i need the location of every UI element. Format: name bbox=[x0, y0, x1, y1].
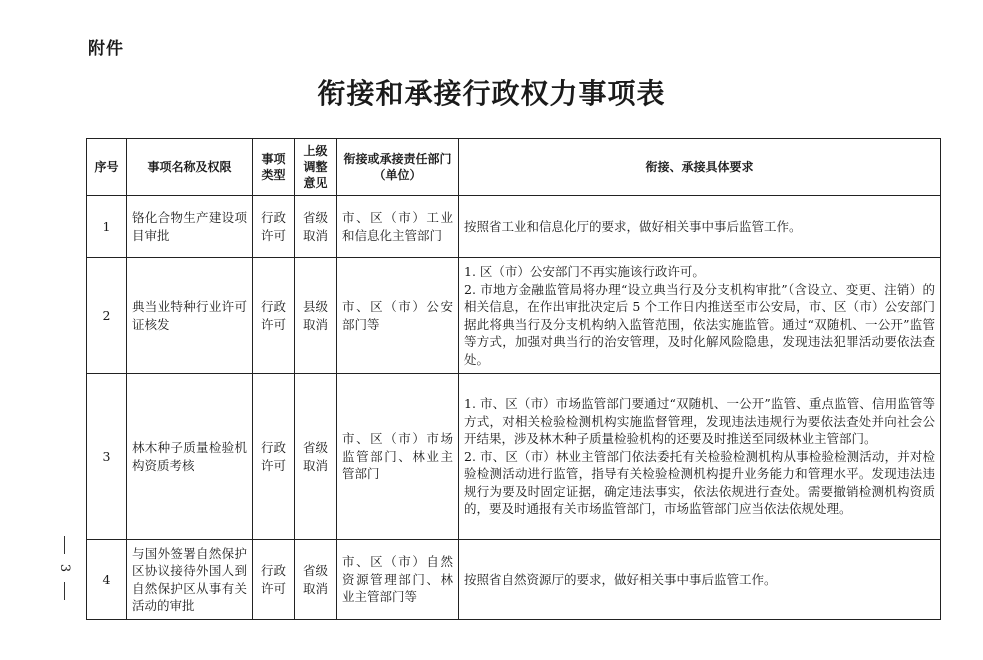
power-items-table bbox=[86, 138, 941, 620]
header-requirements: 衔接、承接具体要求 bbox=[459, 139, 941, 196]
cell-requirements bbox=[459, 258, 941, 374]
cell-dept: 市、区（市）公安部门等 bbox=[337, 258, 459, 374]
requirement-paragraph: 1. 市、区（市）市场监管部门要通过“双随机、一公开”监管、重点监管、信用监管等方式，对相关检验检测机构实施监督管理，发现违法违规行为要依法查处并向社会公开结果，涉及林木种子质量检验机构的还要及时推送至同级林业主管部门。 bbox=[464, 396, 935, 447]
header-name: 事项名称及权限 bbox=[127, 139, 253, 196]
header-no: 序号 bbox=[87, 139, 127, 196]
cell-dept: 市、区（市）自然资源管理部门、林业主管部门等 bbox=[337, 540, 459, 620]
page-number-dash-top bbox=[64, 536, 65, 554]
cell-opinion: 省级取消 bbox=[295, 540, 337, 620]
header-dept: 衔接或承接责任部门（单位） bbox=[337, 139, 459, 196]
requirement-paragraph: 2. 市地方金融监管局将办理“设立典当行及分支机构审批”（含设立、变更、注销）的相关信息，在作出审批决定后 5 个工作日内推送至市公安局，市、区（市）公安部门据此将典当行及分支机构纳入监管范围，依法实施监管。通过“双随机、一公开”监管等方式，加强对典当行的治安管理，及时化解风险隐患，发现违法犯罪活动要依法查处。 bbox=[464, 281, 935, 367]
cell-name: 铬化合物生产建设项目审批 bbox=[127, 196, 253, 258]
cell-type: 行政许可 bbox=[253, 258, 295, 374]
cell-opinion: 省级取消 bbox=[295, 374, 337, 540]
cell-type: 行政许可 bbox=[253, 374, 295, 540]
page-number-value: 3 bbox=[57, 563, 72, 573]
table-row bbox=[87, 540, 941, 620]
cell-opinion: 省级取消 bbox=[295, 196, 337, 258]
table-header-row bbox=[87, 139, 941, 196]
cell-no: 3 bbox=[87, 374, 127, 540]
cell-requirements bbox=[459, 540, 941, 620]
header-opinion: 上级调整意见 bbox=[295, 139, 337, 196]
cell-no: 1 bbox=[87, 196, 127, 258]
cell-opinion: 县级取消 bbox=[295, 258, 337, 374]
cell-requirements bbox=[459, 374, 941, 540]
requirement-paragraph: 按照省自然资源厅的要求，做好相关事中事后监管工作。 bbox=[464, 571, 777, 587]
attachment-label: 附件 bbox=[88, 39, 124, 59]
page-number bbox=[54, 536, 74, 600]
document-title: 衔接和承接行政权力事项表 bbox=[317, 77, 666, 110]
requirement-paragraph: 按照省工业和信息化厅的要求，做好相关事中事后监管工作。 bbox=[464, 218, 802, 234]
cell-name: 林木种子质量检验机构资质考核 bbox=[127, 374, 253, 540]
header-type: 事项类型 bbox=[253, 139, 295, 196]
requirement-paragraph: 1. 区（市）公安部门不再实施该行政许可。 bbox=[464, 264, 705, 279]
cell-requirements bbox=[459, 196, 941, 258]
table-row bbox=[87, 196, 941, 258]
cell-name: 与国外签署自然保护区协议接待外国人到自然保护区从事有关活动的审批 bbox=[127, 540, 253, 620]
cell-name: 典当业特种行业许可证核发 bbox=[127, 258, 253, 374]
cell-no: 4 bbox=[87, 540, 127, 620]
table-row bbox=[87, 258, 941, 374]
cell-type: 行政许可 bbox=[253, 540, 295, 620]
requirement-paragraph: 2. 市、区（市）林业主管部门依法委托有关检验检测机构从事检验检测活动，并对检验检测活动进行监管，指导有关检验检测机构提升业务能力和管理水平。发现违法违规行为要及时固定证据，确定违法事实，依法依规进行查处。需要撤销检测机构资质的，要及时通报有关市场监管部门，市场监管部门应当依法依规处理。 bbox=[464, 448, 935, 517]
cell-no: 2 bbox=[87, 258, 127, 374]
cell-dept: 市、区（市）市场监管部门、林业主管部门 bbox=[337, 374, 459, 540]
cell-type: 行政许可 bbox=[253, 196, 295, 258]
table-row bbox=[87, 374, 941, 540]
cell-dept: 市、区（市）工业和信息化主管部门 bbox=[337, 196, 459, 258]
page-number-dash-bottom bbox=[64, 582, 65, 600]
